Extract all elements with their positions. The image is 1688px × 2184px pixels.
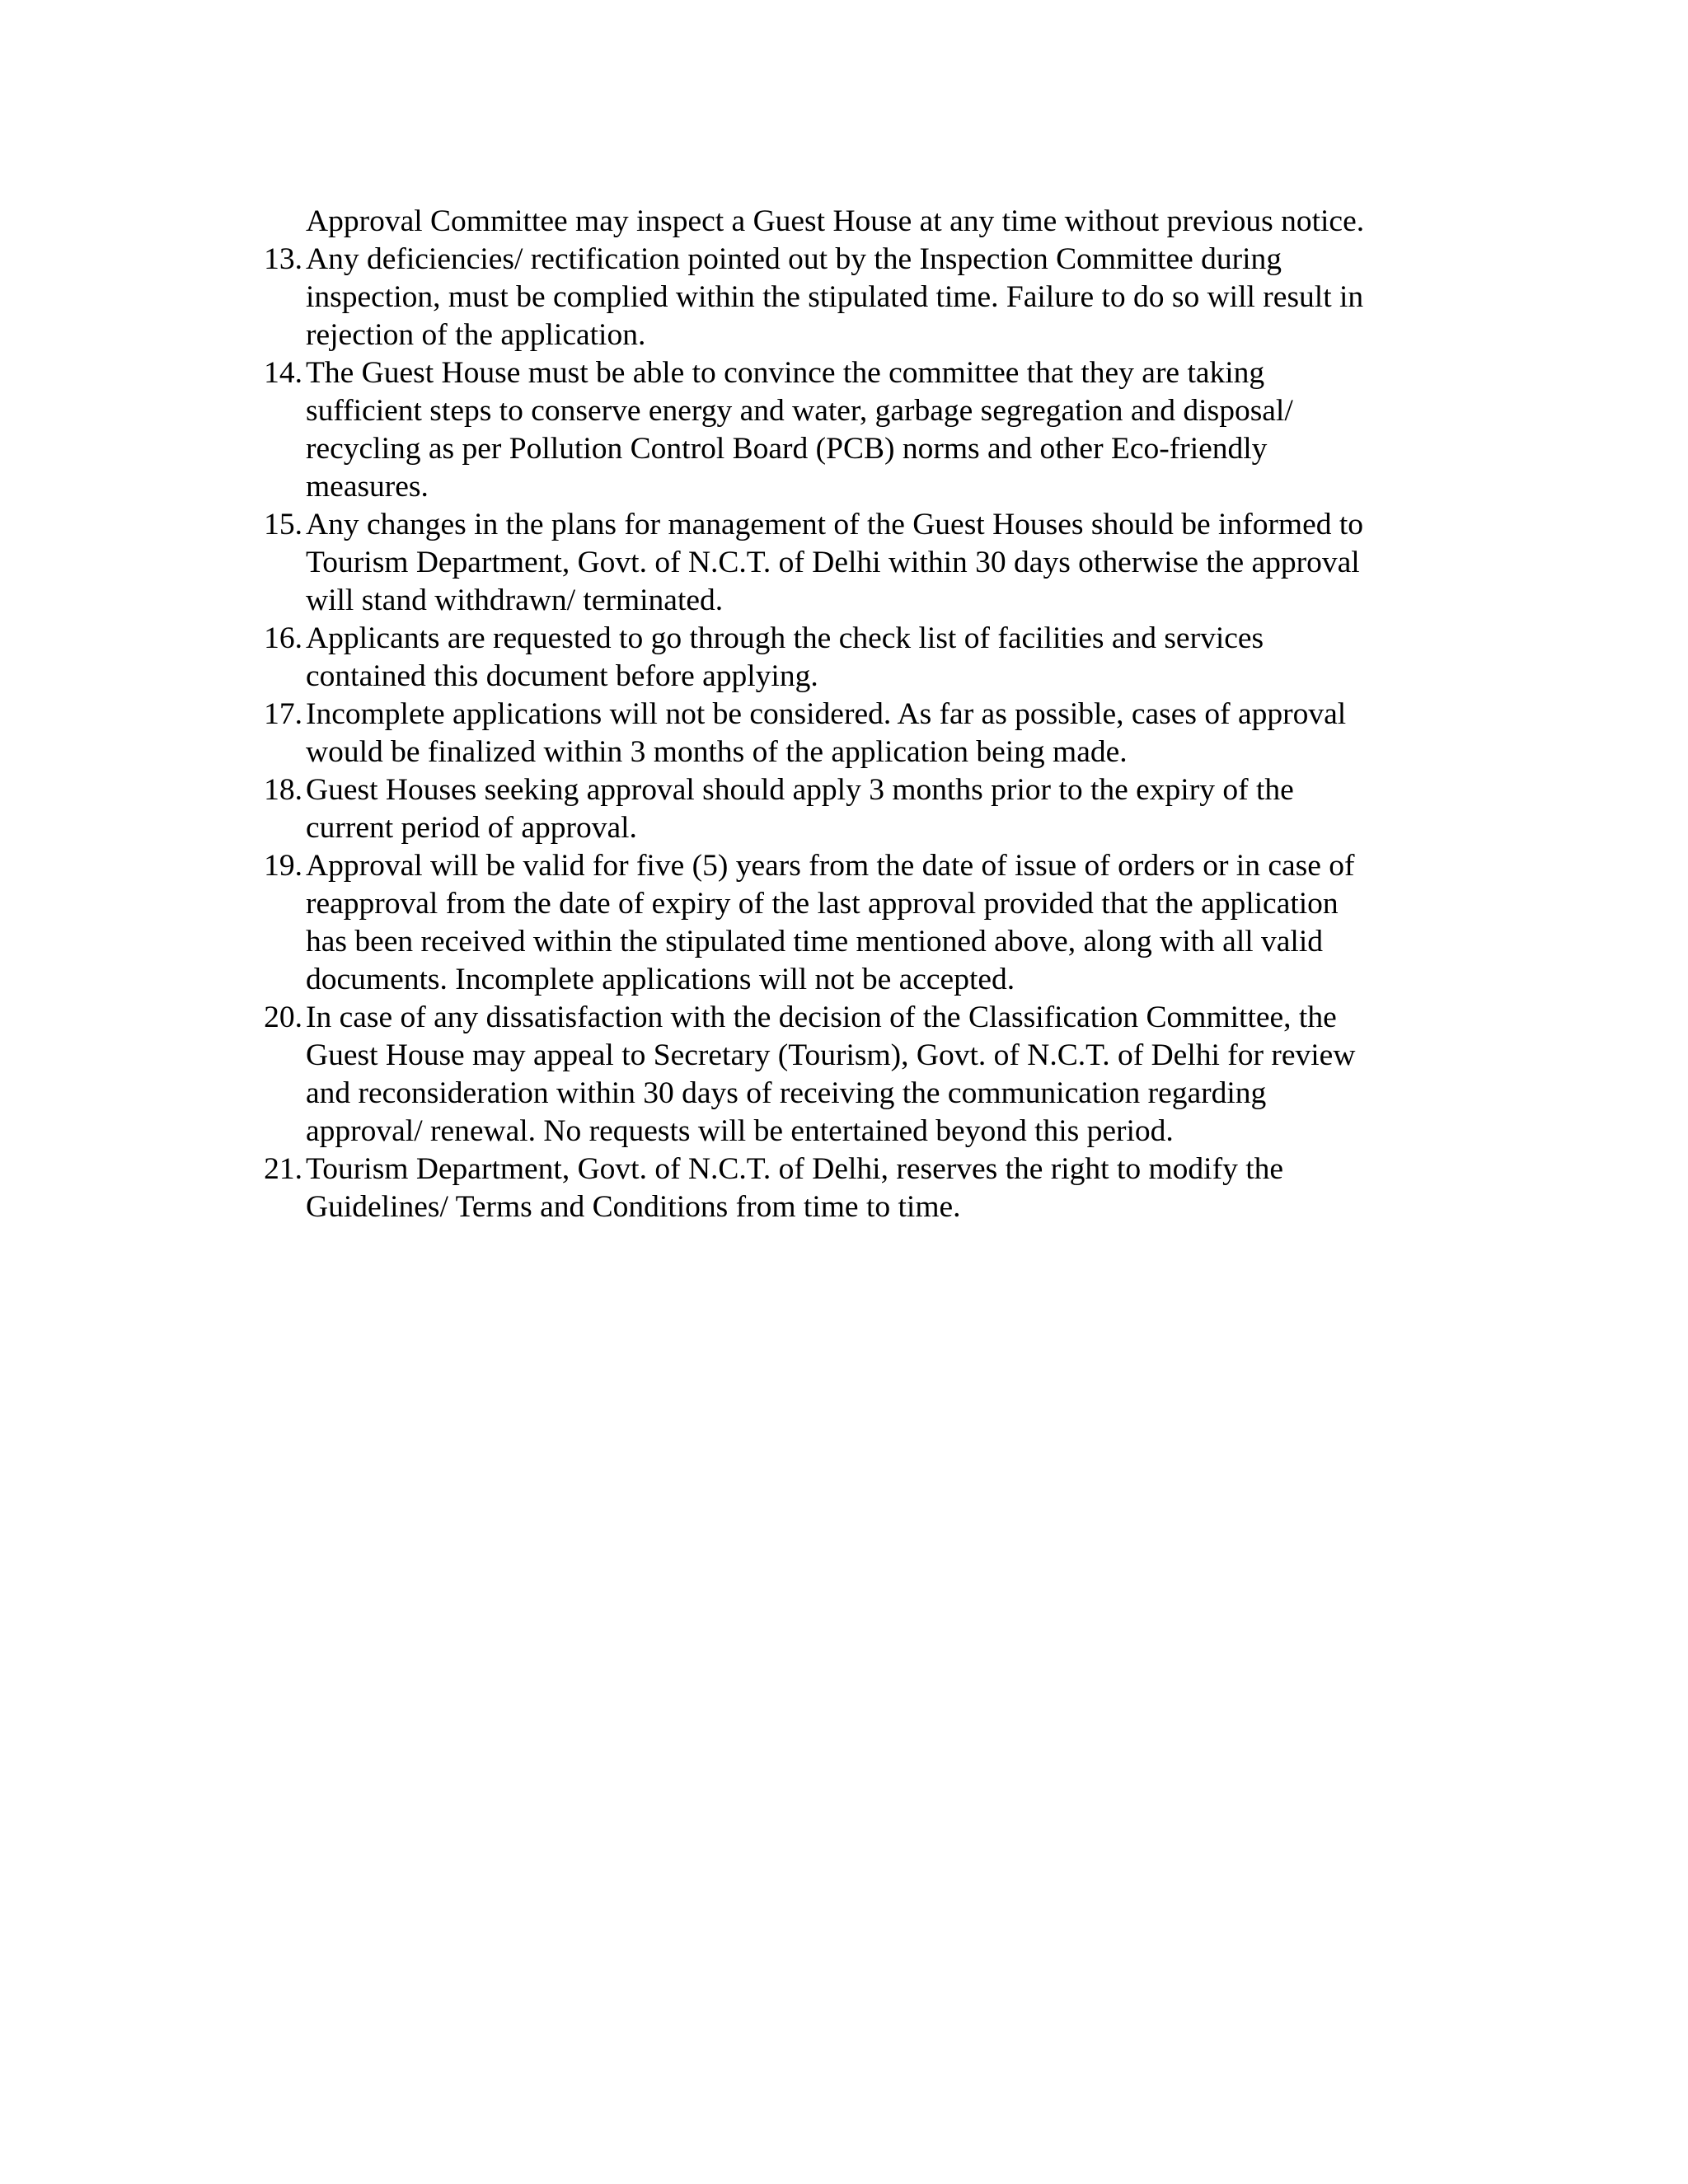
- item-text-line: Guest House may appeal to Secretary (Tourism), Govt. of N.C.T. of Delhi for review: [306, 1038, 1356, 1072]
- item-text-line: Guidelines/ Terms and Conditions from time to time.: [306, 1190, 961, 1224]
- item-text-line: documents. Incomplete applications will not be accepted.: [306, 963, 1015, 996]
- list-item: [251, 999, 1455, 1151]
- item-text-line: Applicants are requested to go through the check list of facilities and services: [306, 621, 1264, 655]
- item-number: 14.: [264, 356, 302, 390]
- list-item: [251, 620, 1455, 696]
- list-item: [251, 241, 1455, 354]
- item-text-line: Approval will be valid for five (5) years from the date of issue of orders or in case of: [306, 849, 1355, 883]
- guidelines-list: [251, 203, 1455, 1226]
- list-item: [251, 506, 1455, 620]
- list-item: [251, 696, 1455, 771]
- item-text-line: reapproval from the date of expiry of the last approval provided that the application: [306, 887, 1339, 921]
- item-text-line: Any changes in the plans for management of the Guest Houses should be informed to: [306, 508, 1364, 541]
- item-text-line: rejection of the application.: [306, 318, 646, 352]
- item-text-line: will stand withdrawn/ terminated.: [306, 583, 724, 617]
- item-text-line: approval/ renewal. No requests will be entertained beyond this period.: [306, 1114, 1174, 1148]
- item-text-line: inspection, must be complied within the stipulated time. Failure to do so will result in: [306, 280, 1364, 314]
- item-number: 20.: [264, 1001, 302, 1034]
- item-number: 21.: [264, 1152, 302, 1186]
- item-text-line: contained this document before applying.: [306, 659, 818, 693]
- item-text-line: Guest Houses seeking approval should apply 3 months prior to the expiry of the: [306, 773, 1294, 807]
- item-text-line: would be finalized within 3 months of the application being made.: [306, 735, 1128, 769]
- item-text-line: sufficient steps to conserve energy and water, garbage segregation and disposal/: [306, 394, 1293, 428]
- item-text-line: measures.: [306, 470, 429, 504]
- item-text-line: Tourism Department, Govt. of N.C.T. of Delhi, reserves the right to modify the: [306, 1152, 1284, 1186]
- item-number: 16.: [264, 621, 302, 655]
- item-number: 18.: [264, 773, 302, 807]
- item-text-line: and reconsideration within 30 days of receiving the communication regarding: [306, 1076, 1267, 1110]
- item-text-line: In case of any dissatisfaction with the decision of the Classification Committee, the: [306, 1001, 1337, 1034]
- item-text-line: current period of approval.: [306, 811, 637, 845]
- item-text-line: Any deficiencies/ rectification pointed out by the Inspection Committee during: [306, 242, 1282, 276]
- item-number: 15.: [264, 508, 302, 541]
- item-number: 13.: [264, 242, 302, 276]
- continuation-line: Approval Committee may inspect a Guest House at any time without previous notice.: [306, 204, 1365, 238]
- list-item: [251, 354, 1455, 506]
- numbered-items: [251, 241, 1455, 1226]
- item-number: 17.: [264, 697, 302, 731]
- list-item: [251, 771, 1455, 847]
- item-text-line: Tourism Department, Govt. of N.C.T. of Delhi within 30 days otherwise the approval: [306, 546, 1360, 579]
- item-text-line: recycling as per Pollution Control Board (PCB) norms and other Eco-friendly: [306, 432, 1268, 466]
- item-text-line: Incomplete applications will not be considered. As far as possible, cases of approval: [306, 697, 1347, 731]
- item-number: 19.: [264, 849, 302, 883]
- list-item: [251, 1151, 1455, 1226]
- list-item: [251, 847, 1455, 999]
- item-text-line: has been received within the stipulated time mentioned above, along with all valid: [306, 925, 1324, 958]
- item-text-line: The Guest House must be able to convince the committee that they are taking: [306, 356, 1265, 390]
